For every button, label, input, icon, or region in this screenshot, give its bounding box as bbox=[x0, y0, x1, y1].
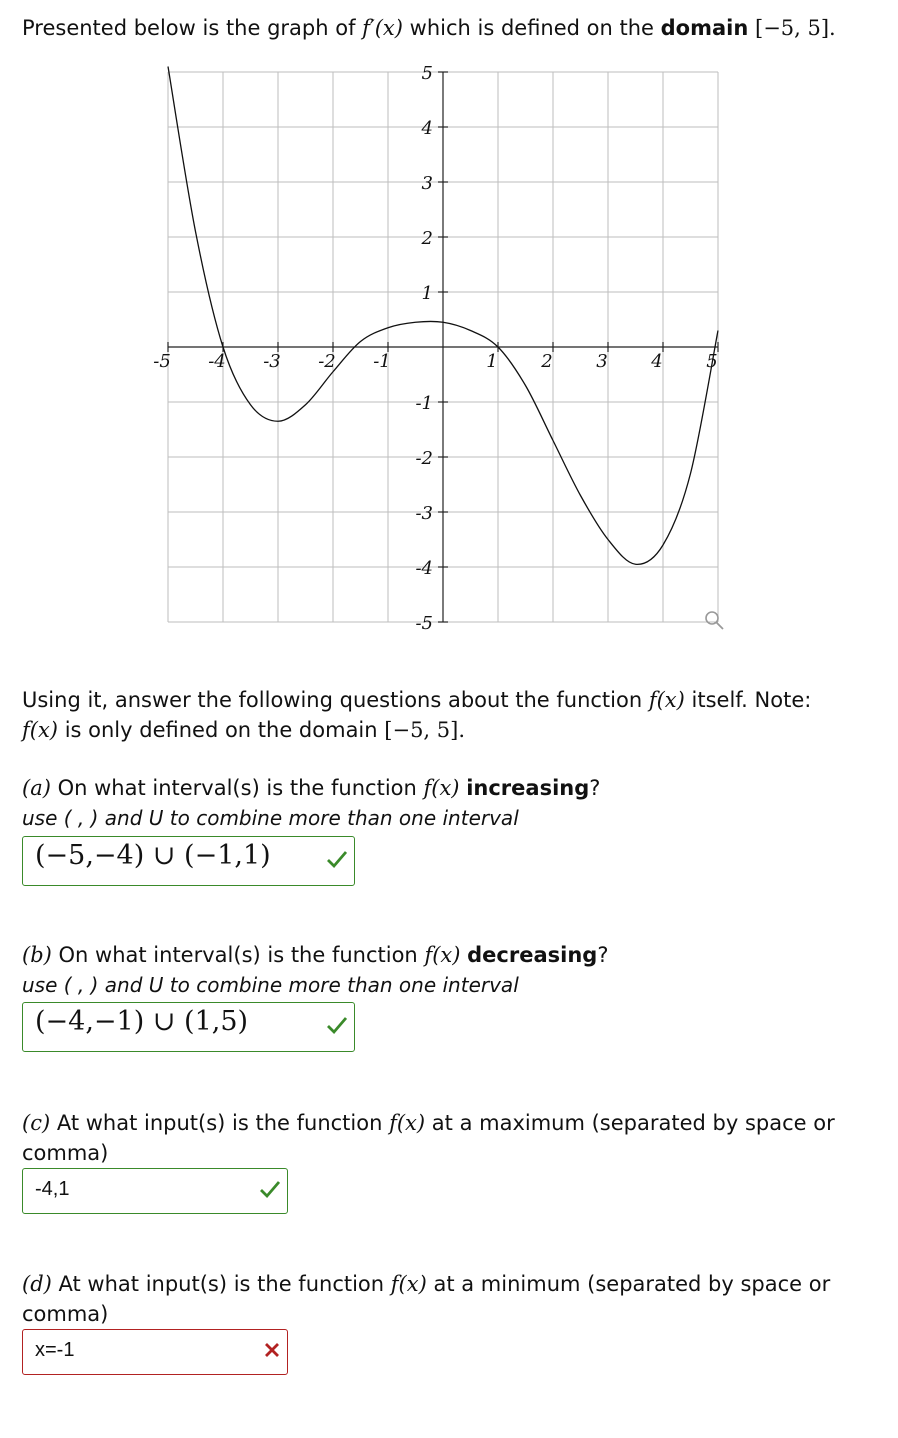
x-tick-label: -3 bbox=[263, 351, 281, 372]
fprime-symbol: f′(x) bbox=[362, 16, 403, 40]
hint-text: use ( , ) and U to combine more than one interval bbox=[22, 973, 519, 997]
instructions-note: Using it, answer the following questions about the function f(x) itself. Note: f(x) is only defined on the domain [−5, 5]. bbox=[22, 688, 812, 742]
intro-text: Presented below is the graph of f′(x) which is defined on the domain [−5, 5]. bbox=[22, 16, 836, 40]
y-tick-label: -1 bbox=[415, 393, 433, 414]
y-tick-label: -3 bbox=[415, 503, 433, 524]
x-tick-label: -2 bbox=[318, 351, 336, 372]
derivative-graph bbox=[153, 60, 740, 640]
hint-text: use ( , ) and U to combine more than one interval bbox=[22, 806, 519, 830]
answer-field-b[interactable]: (−4,−1) ∪ (1,5) bbox=[22, 1002, 355, 1052]
checkmark-icon bbox=[259, 1180, 281, 1202]
checkmark-icon bbox=[326, 850, 348, 872]
x-tick-label: -4 bbox=[208, 351, 226, 372]
y-tick-label: 2 bbox=[421, 228, 433, 249]
domain-interval: [−5, 5]. bbox=[755, 16, 836, 40]
checkmark-icon bbox=[326, 1016, 348, 1038]
y-tick-label: -2 bbox=[415, 448, 433, 469]
question-a: (a) On what interval(s) is the function f(x) increasing? use ( , ) and U to combine more than one interval bbox=[22, 773, 600, 833]
x-tick-label: 3 bbox=[596, 351, 608, 372]
x-tick-label: 5 bbox=[706, 351, 718, 372]
x-tick-label: 2 bbox=[541, 351, 553, 372]
y-tick-label: 4 bbox=[421, 118, 433, 139]
answer-field-d[interactable]: x=-1 bbox=[22, 1329, 288, 1375]
question-c: (c) At what input(s) is the function f(x) at a maximum (separated by space or comma) bbox=[22, 1111, 835, 1165]
answer-field-a[interactable]: (−5,−4) ∪ (−1,1) bbox=[22, 836, 355, 886]
x-tick-label: 1 bbox=[486, 351, 498, 372]
magnifier-icon[interactable] bbox=[706, 612, 723, 629]
y-tick-label: 5 bbox=[421, 63, 433, 84]
y-tick-label: -5 bbox=[415, 613, 433, 634]
y-tick-labels bbox=[415, 63, 433, 634]
x-tick-label: 4 bbox=[651, 351, 663, 372]
x-mark-icon bbox=[263, 1341, 281, 1363]
question-d: (d) At what input(s) is the function f(x) at a minimum (separated by space or comma) bbox=[22, 1272, 831, 1326]
x-tick-label: -5 bbox=[153, 351, 171, 372]
y-tick-label: -4 bbox=[415, 558, 433, 579]
y-tick-label: 3 bbox=[421, 173, 433, 194]
x-tick-labels bbox=[153, 351, 718, 372]
y-tick-label: 1 bbox=[421, 283, 433, 304]
answer-field-c[interactable]: -4,1 bbox=[22, 1168, 288, 1214]
axes bbox=[168, 72, 718, 622]
question-b: (b) On what interval(s) is the function f(x) decreasing? use ( , ) and U to combine more than one interval bbox=[22, 940, 608, 1000]
x-tick-label: -1 bbox=[373, 351, 391, 372]
